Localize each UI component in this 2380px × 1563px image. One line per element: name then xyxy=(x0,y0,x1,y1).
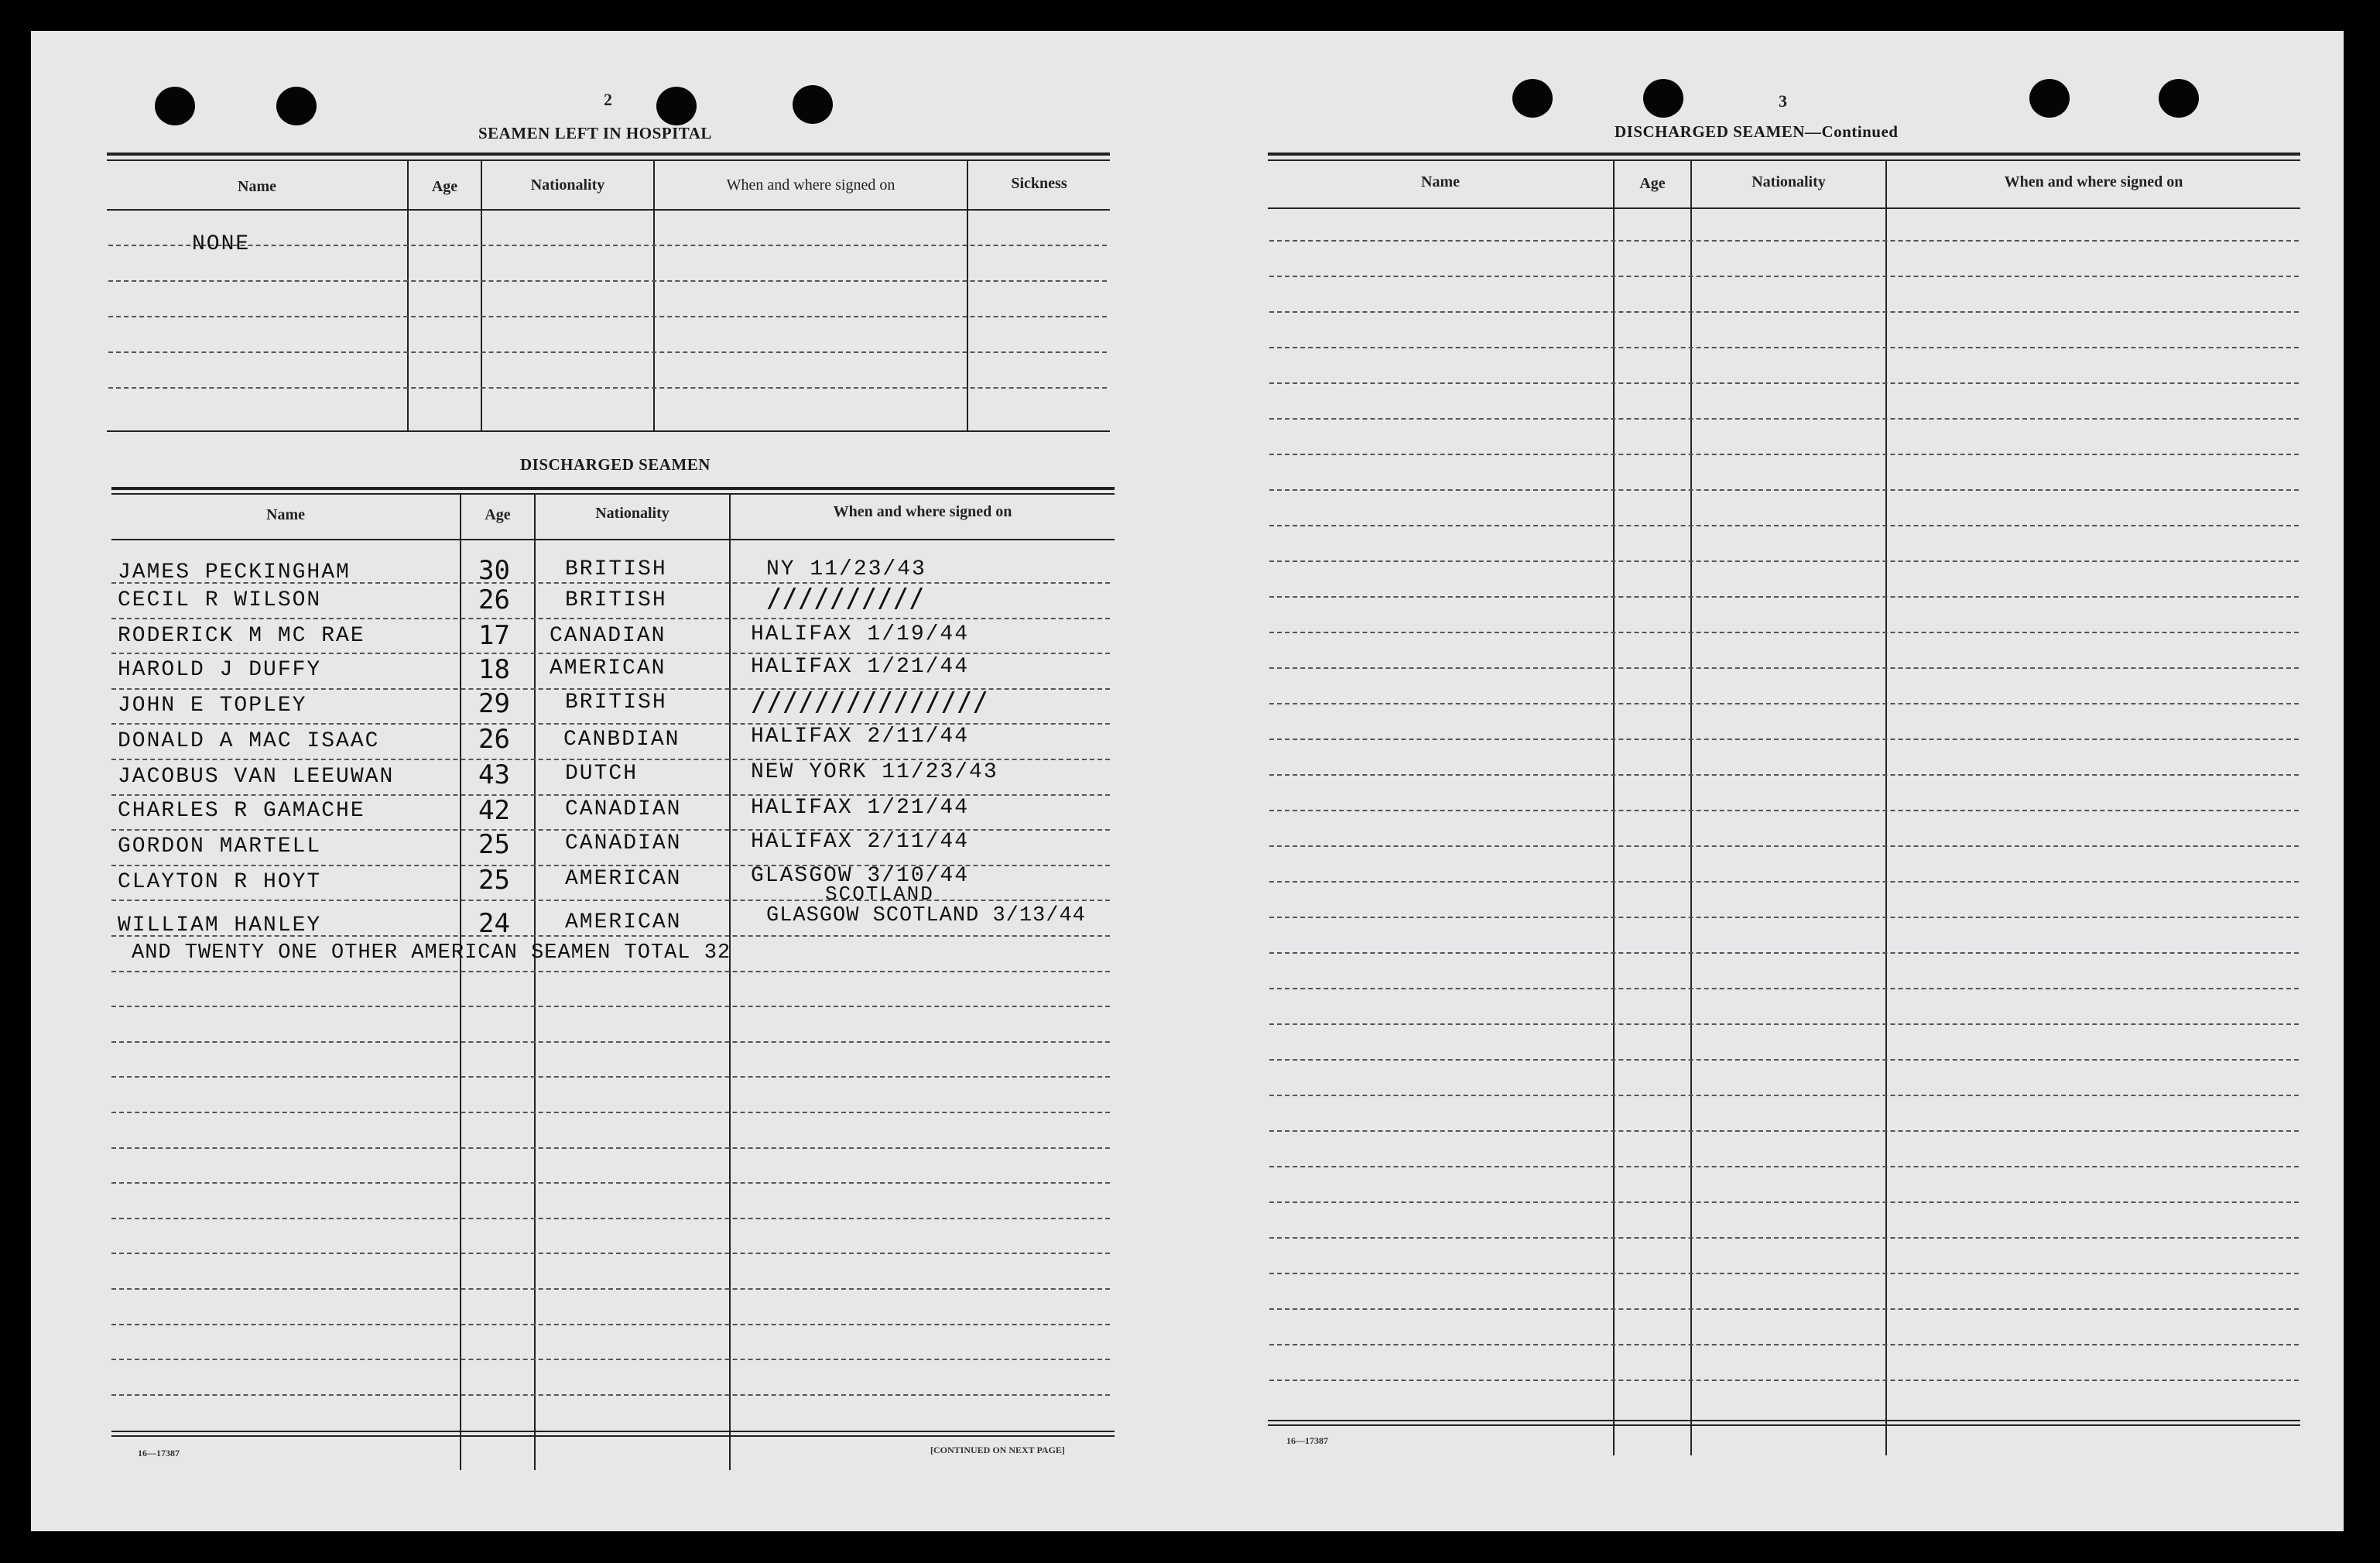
seaman-signed-on: GLASGOW 3/10/44 xyxy=(751,864,970,888)
punch-hole xyxy=(155,87,195,125)
document-page xyxy=(31,31,2344,1531)
ruled-line xyxy=(111,1182,1110,1184)
seaman-signed-on: ////////// xyxy=(766,583,925,614)
rule xyxy=(111,487,1115,490)
ruled-line xyxy=(111,1006,1110,1007)
rule xyxy=(111,1435,1115,1437)
ruled-line xyxy=(1269,489,2299,491)
seaman-signed-on: /////////////// xyxy=(751,687,989,718)
seaman-nationality: CANADIAN xyxy=(550,624,666,648)
ruled-line xyxy=(1269,917,2299,918)
column-header-age: Age xyxy=(485,506,511,523)
ruled-line xyxy=(1269,952,2299,954)
column-header-nationality: Nationality xyxy=(595,505,669,522)
ruled-line xyxy=(111,1218,1110,1219)
column-header-signed-on: When and where signed on xyxy=(726,177,895,194)
ruled-line xyxy=(1269,739,2299,740)
seaman-signed-on: HALIFAX 1/21/44 xyxy=(751,655,970,679)
seaman-nationality: BRITISH xyxy=(565,557,667,581)
punch-hole xyxy=(793,85,833,124)
rule xyxy=(111,1431,1115,1432)
rule xyxy=(1268,207,2300,209)
seaman-name: JACOBUS VAN LEEUWAN xyxy=(118,765,395,789)
ruled-line xyxy=(1269,418,2299,420)
rule xyxy=(107,430,1110,432)
seaman-age: 25 xyxy=(478,829,510,860)
ruled-line xyxy=(1269,1130,2299,1132)
ruled-line xyxy=(1269,988,2299,989)
seaman-signed-on: NY 11/23/43 xyxy=(766,557,926,581)
form-number: 16—17387 xyxy=(138,1448,180,1458)
ruled-line xyxy=(111,971,1110,972)
seaman-name: CECIL R WILSON xyxy=(118,588,322,612)
ruled-line xyxy=(111,1112,1110,1113)
ruled-line xyxy=(1269,347,2299,348)
ruled-line xyxy=(1269,703,2299,704)
seaman-name: CLAYTON R HOYT xyxy=(118,870,322,894)
seaman-signed-on: HALIFAX 2/11/44 xyxy=(751,725,970,749)
seaman-nationality: AMERICAN xyxy=(565,910,682,934)
ruled-line xyxy=(1269,1095,2299,1096)
overtyped-scotland: SCOTLAND xyxy=(825,883,934,906)
ruled-line xyxy=(1269,311,2299,313)
ruled-line xyxy=(1269,454,2299,455)
column-header-age: Age xyxy=(431,178,458,195)
seaman-age: 26 xyxy=(478,724,510,755)
seaman-name: RODERICK M MC RAE xyxy=(118,624,365,648)
ruled-line xyxy=(1269,1237,2299,1239)
ruled-line xyxy=(108,351,1107,353)
column-header-name: Name xyxy=(238,178,276,195)
seaman-name: CHARLES R GAMACHE xyxy=(118,799,365,823)
discharged-continued-title: DISCHARGED SEAMEN—Continued xyxy=(1615,122,1899,141)
ruled-line xyxy=(111,653,1110,654)
seaman-nationality: BRITISH xyxy=(565,691,667,715)
ruled-line xyxy=(1269,1023,2299,1025)
column-header-name: Name xyxy=(266,506,305,523)
ruled-line xyxy=(111,1394,1110,1396)
ruled-line xyxy=(111,1147,1110,1149)
ruled-line xyxy=(1269,276,2299,277)
ruled-line xyxy=(111,1076,1110,1078)
rule xyxy=(111,493,1115,495)
rule xyxy=(1690,161,1692,1455)
ruled-line xyxy=(111,900,1110,901)
seaman-nationality: BRITISH xyxy=(565,588,667,612)
ruled-line xyxy=(1269,1201,2299,1203)
seaman-signed-on: NEW YORK 11/23/43 xyxy=(751,760,998,784)
page-number: 3 xyxy=(1779,91,1787,111)
ruled-line xyxy=(111,1288,1110,1290)
seaman-name: DONALD A MAC ISAAC xyxy=(118,729,380,753)
ruled-line xyxy=(108,387,1107,389)
column-header-signed-on: When and where signed on xyxy=(833,503,1012,520)
ruled-line xyxy=(111,1041,1110,1043)
rule xyxy=(107,209,1110,211)
seaman-age: 42 xyxy=(478,795,510,826)
ruled-line xyxy=(111,618,1110,619)
rule xyxy=(967,161,968,430)
seaman-signed-on: HALIFAX 1/21/44 xyxy=(751,796,970,820)
seaman-nationality: CANADIAN xyxy=(565,831,682,855)
rule xyxy=(1268,153,2300,156)
column-header-signed-on: When and where signed on xyxy=(2004,173,2183,190)
seaman-age: 25 xyxy=(478,865,510,896)
ruled-line xyxy=(1269,845,2299,847)
seaman-age: 26 xyxy=(478,584,510,615)
ruled-line xyxy=(1269,1273,2299,1274)
seaman-nationality: AMERICAN xyxy=(550,656,666,680)
seaman-nationality: DUTCH xyxy=(565,762,639,786)
seaman-age: 17 xyxy=(478,620,510,651)
hospital-section-title: SEAMEN LEFT IN HOSPITAL xyxy=(478,124,712,142)
ruled-line xyxy=(1269,667,2299,669)
rule xyxy=(1885,161,1887,1455)
ruled-line xyxy=(1269,1344,2299,1345)
seaman-age: 29 xyxy=(478,688,510,719)
hospital-entry: NONE xyxy=(192,232,251,256)
seaman-name: WILLIAM HANLEY xyxy=(118,913,322,937)
ruled-line xyxy=(1269,881,2299,883)
rule xyxy=(107,153,1110,156)
ruled-line xyxy=(1269,1166,2299,1167)
rule xyxy=(407,161,409,430)
seaman-nationality: CANBDIAN xyxy=(563,728,680,752)
rule xyxy=(111,539,1115,540)
punch-hole xyxy=(2159,79,2199,118)
ruled-line xyxy=(111,1359,1110,1360)
ruled-line xyxy=(108,316,1107,317)
seaman-nationality: AMERICAN xyxy=(565,867,682,891)
ruled-line xyxy=(108,280,1107,282)
seaman-name: HAROLD J DUFFY xyxy=(118,658,322,682)
seaman-signed-on: HALIFAX 2/11/44 xyxy=(751,830,970,854)
seaman-name: JAMES PECKINGHAM xyxy=(118,560,351,584)
rule xyxy=(1268,159,2300,161)
seaman-signed-on: HALIFAX 1/19/44 xyxy=(751,622,970,646)
column-header-nationality: Nationality xyxy=(530,177,605,194)
seaman-signed-on: GLASGOW SCOTLAND 3/13/44 xyxy=(766,904,1086,927)
discharged-section-title: DISCHARGED SEAMEN xyxy=(520,455,711,474)
ruled-line xyxy=(1269,810,2299,811)
ruled-line xyxy=(1269,240,2299,242)
ruled-line xyxy=(1269,382,2299,384)
ruled-line xyxy=(1269,1380,2299,1381)
rule xyxy=(1613,161,1615,1455)
column-header-age: Age xyxy=(1639,175,1666,192)
ruled-line xyxy=(111,1324,1110,1325)
seaman-age: 43 xyxy=(478,759,510,790)
seaman-nationality: CANADIAN xyxy=(565,797,682,821)
ruled-line xyxy=(1269,525,2299,526)
punch-hole xyxy=(276,87,317,125)
ruled-line xyxy=(1269,632,2299,633)
rule xyxy=(653,161,655,430)
rule xyxy=(1268,1420,2300,1421)
form-number: 16—17387 xyxy=(1286,1435,1328,1446)
column-header-name: Name xyxy=(1421,173,1460,190)
column-header-sickness: Sickness xyxy=(1011,175,1067,192)
ruled-line xyxy=(1269,596,2299,598)
seaman-age: 24 xyxy=(478,908,510,939)
seaman-age: 18 xyxy=(478,654,510,685)
ruled-line xyxy=(1269,1059,2299,1061)
ruled-line xyxy=(111,1253,1110,1254)
rule xyxy=(481,161,482,430)
punch-hole xyxy=(656,87,697,125)
column-header-nationality: Nationality xyxy=(1752,173,1826,190)
rule xyxy=(107,159,1110,161)
ruled-line xyxy=(1269,1308,2299,1310)
ruled-line xyxy=(1269,560,2299,562)
page-number: 2 xyxy=(604,90,612,109)
ruled-line xyxy=(108,245,1107,246)
punch-hole xyxy=(2029,79,2070,118)
punch-hole xyxy=(1512,79,1553,118)
rule xyxy=(1268,1424,2300,1426)
continued-note: [CONTINUED ON NEXT PAGE] xyxy=(930,1445,1065,1455)
seaman-age: 30 xyxy=(478,555,510,586)
total-note: AND TWENTY ONE OTHER AMERICAN SEAMEN TOTAL 32 xyxy=(132,941,731,965)
seaman-name: JOHN E TOPLEY xyxy=(118,694,307,718)
ruled-line xyxy=(1269,774,2299,776)
seaman-name: GORDON MARTELL xyxy=(118,835,322,859)
punch-hole xyxy=(1643,79,1683,118)
